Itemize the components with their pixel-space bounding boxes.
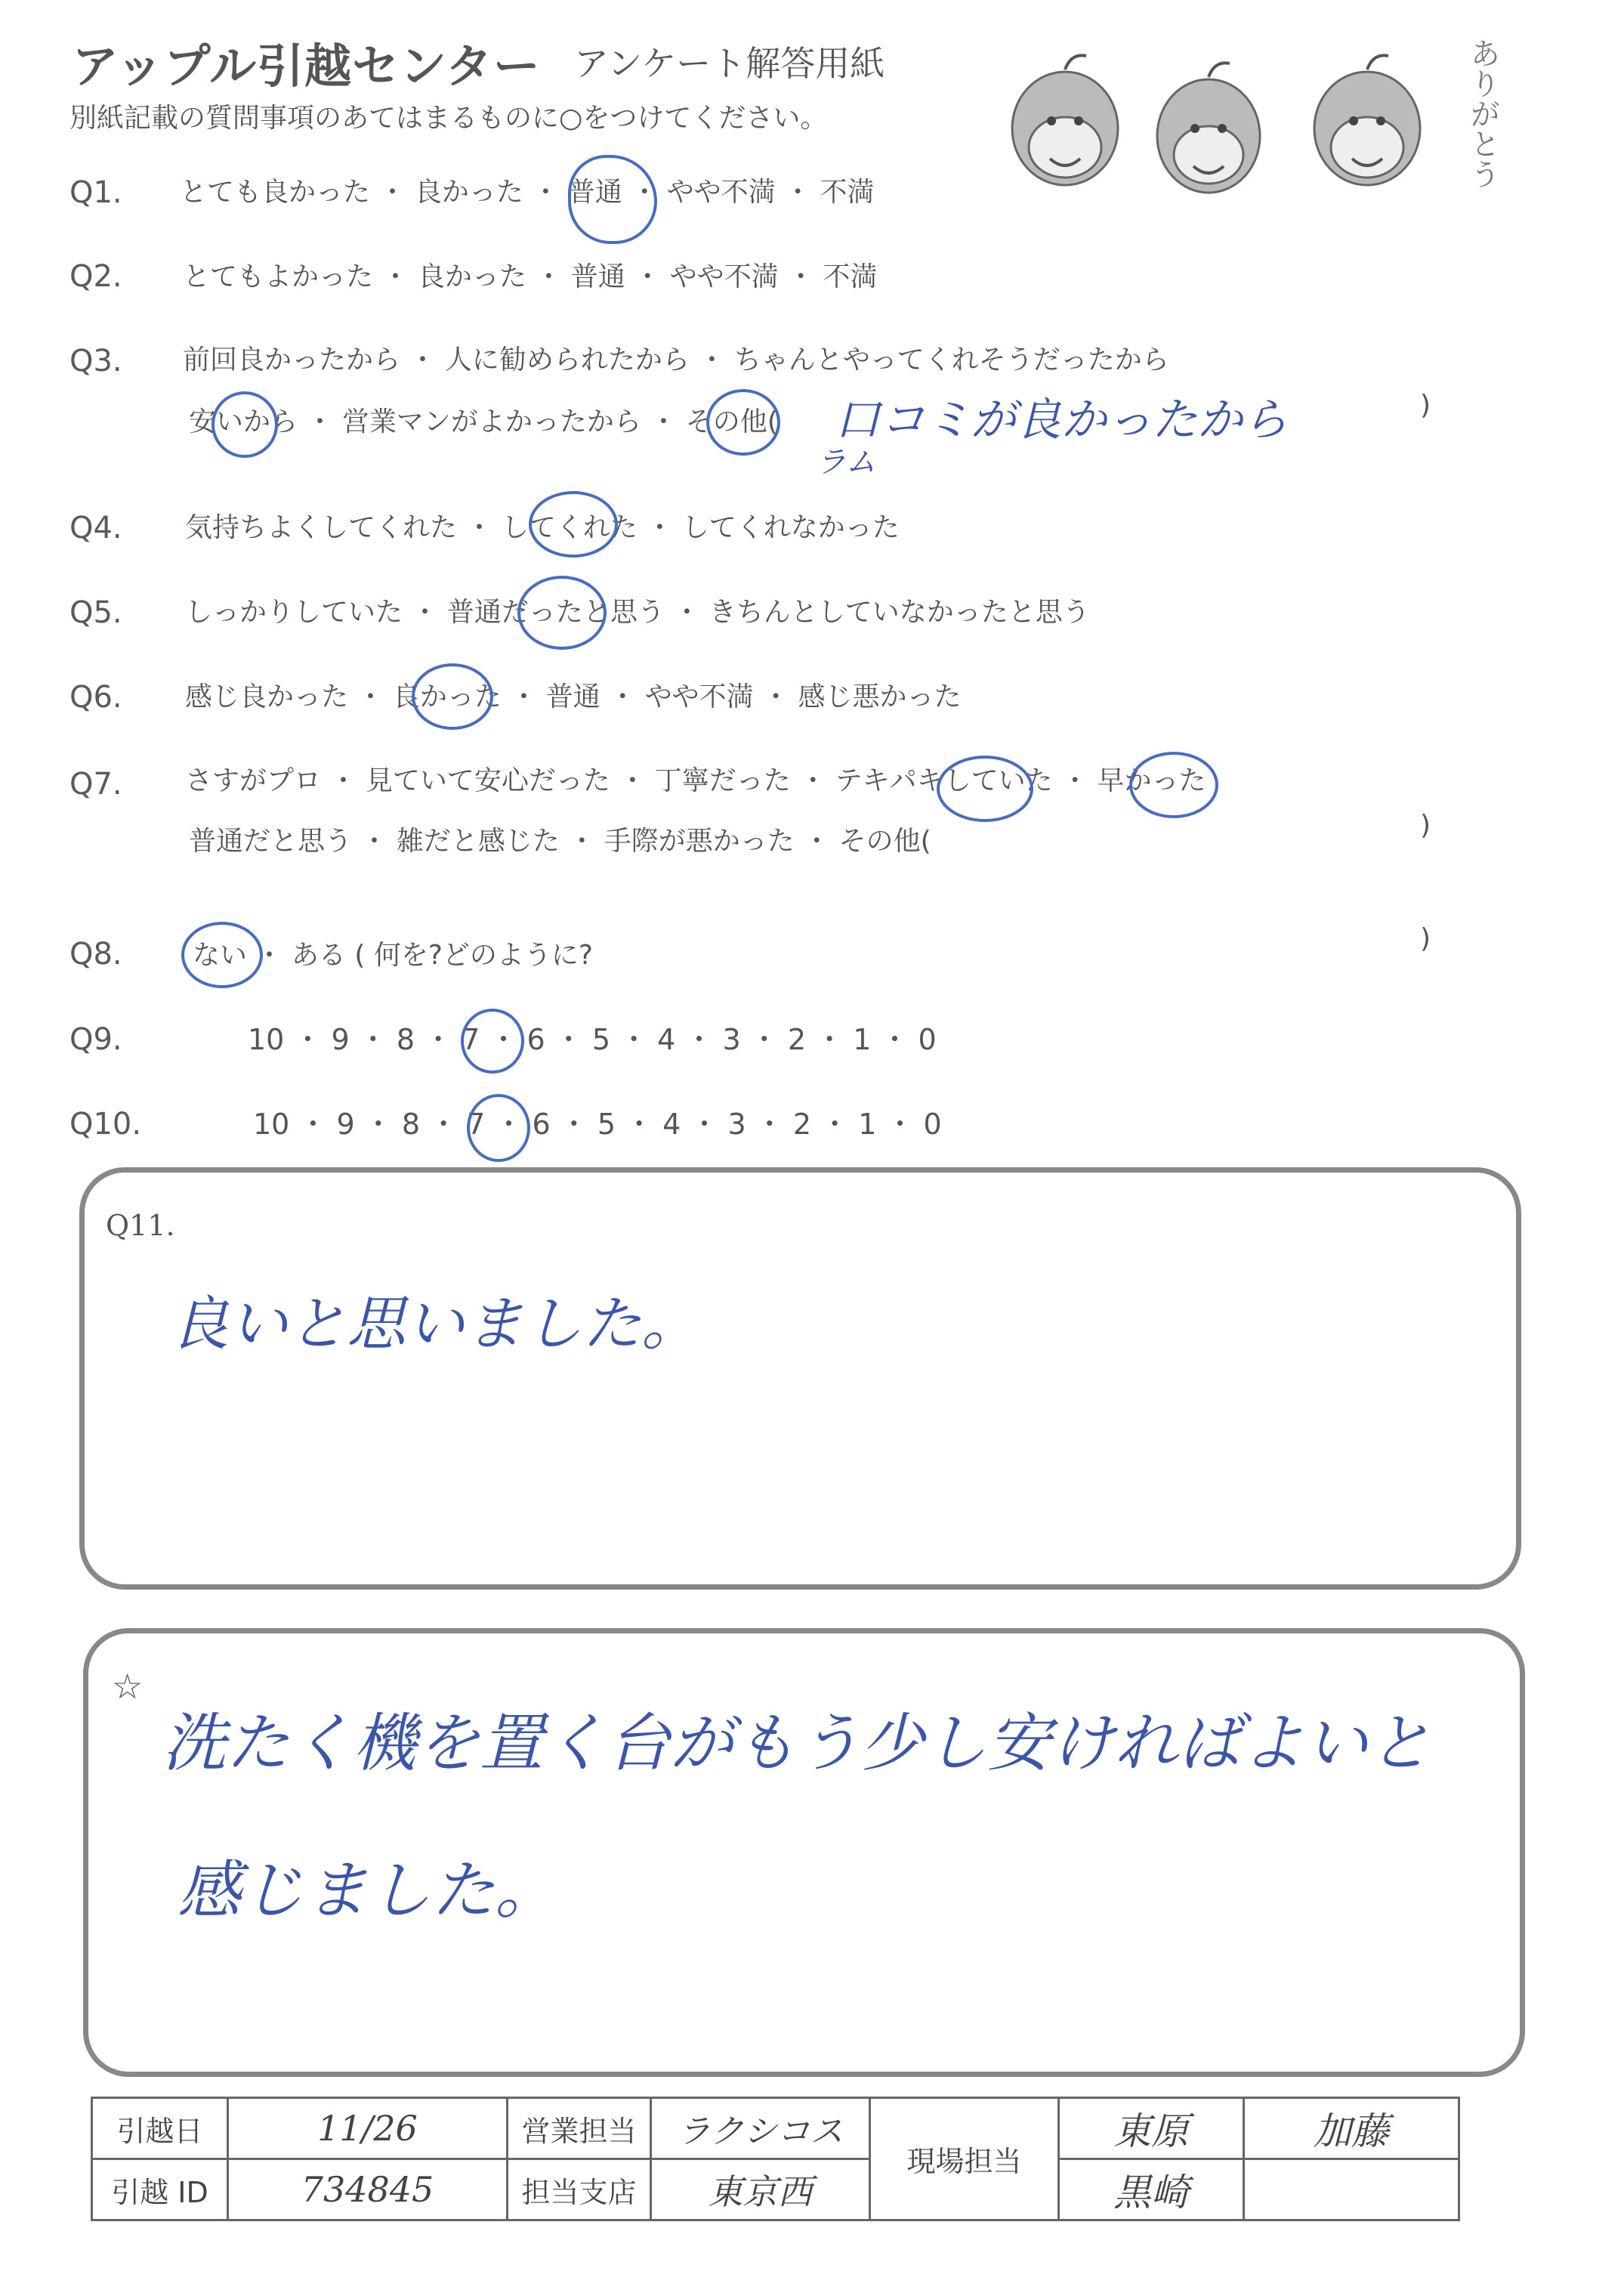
q1-label: Q1. [69,175,122,210]
q7-close-paren: ) [1420,810,1431,841]
q4-options: 気持ちよくしてくれた ・ してくれた ・ してくれなかった [185,512,900,543]
q7-options-line2: 普通だと思う ・ 雑だと感じた ・ 手際が悪かった ・ その他( [189,826,931,857]
branch-label: 担当支店 [508,2159,651,2220]
q5-label: Q5. [69,595,122,630]
q11-answer-box [79,1167,1521,1590]
field-staff-1: 東原 [1059,2098,1244,2159]
q3-options-line1: 前回良かったから ・ 人に勧められたから ・ ちゃんとやってくれそうだったから [183,345,1169,375]
q11-handwritten-answer: 良いと思いました。 [170,1290,701,1358]
q2-label: Q2. [69,259,122,294]
move-id-label: 引越 ID [92,2159,228,2220]
q1-options: とても良かった ・ 良かった ・ 普通 ・ やや不満 ・ 不満 [180,177,875,208]
form-subtitle: アンケート解答用紙 [574,43,885,84]
monkey-mascots-icon [982,23,1526,219]
comment-line2: 感じました。 [178,1853,559,1927]
q10-scale: 10 ・ 9 ・ 8 ・ 7 ・ 6 ・ 5 ・ 4 ・ 3 ・ 2 ・ 1 ・ 0 [253,1108,942,1141]
star-icon: ☆ [112,1666,144,1707]
field-label: 現場担当 [870,2098,1059,2220]
q8-close-paren: ) [1420,923,1431,954]
q3-answer-circle-other [706,389,780,456]
field-staff-empty [1244,2159,1459,2220]
q1-answer-circle [568,155,657,244]
q7-answer-circle-fast [1129,752,1218,818]
q5-answer-circle [517,576,607,650]
q8-options: ない ・ ある ( 何を?どのように? [193,940,594,971]
move-date-label: 引越日 [92,2098,228,2159]
q7-label: Q7. [69,767,122,802]
q6-label: Q6. [69,680,122,715]
q8-answer-circle [181,922,263,988]
q7-options-line1: さすがプロ ・ 見ていて安心だった ・ 丁寧だった ・ テキパキしていた ・ 早かった [185,765,1206,796]
q9-label: Q9. [69,1022,122,1057]
q3-other-handwriting: 口コミが良かったから [835,394,1288,447]
q9-answer-circle [461,1009,524,1074]
q2-options: とてもよかった ・ 良かった ・ 普通 ・ やや不満 ・ 不満 [183,261,878,292]
q3-extra-handwriting: ラム [816,445,876,480]
move-date-value: 11/26 [228,2098,508,2159]
q3-options-line2: 安いから ・ 営業マンがよかったから ・ その他( [189,406,778,437]
q10-answer-circle [467,1094,530,1162]
q3-close-paren: ) [1420,390,1431,421]
info-table [91,2097,1460,2221]
q8-label: Q8. [69,937,122,972]
q7-answer-circle-tekipaki [937,756,1033,822]
thanks-text: ありがとう [1465,38,1500,189]
company-title: アップル引越センター [72,39,541,94]
move-id-value: 734845 [228,2159,508,2220]
q4-answer-circle [529,491,618,558]
sales-value: ラクシコス [651,2098,870,2159]
q6-answer-circle [412,663,493,730]
q5-options: しっかりしていた ・ 普通だったと思う ・ きちんとしていなかったと思う [185,597,1090,628]
field-staff-3: 黒崎 [1059,2159,1244,2220]
q9-scale: 10 ・ 9 ・ 8 ・ 7 ・ 6 ・ 5 ・ 4 ・ 3 ・ 2 ・ 1 ・ 0 [248,1023,937,1056]
sales-label: 営業担当 [508,2098,651,2159]
instruction-text: 別紙記載の質問事項のあてはまるものに○をつけてください。 [69,103,828,134]
q10-label: Q10. [69,1107,142,1142]
q11-label: Q11. [106,1209,175,1242]
q4-label: Q4. [69,511,122,545]
mascot-illustration [982,23,1526,219]
branch-value: 東京西 [651,2159,870,2220]
comment-line1: 洗たく機を置く台がもう少し安ければよいと [162,1706,1432,1780]
q3-answer-circle-cheap [211,391,278,458]
q3-label: Q3. [69,344,122,379]
q6-options: 感じ良かった ・ 良かった ・ 普通 ・ やや不満 ・ 感じ悪かった [185,681,962,712]
field-staff-2: 加藤 [1244,2098,1459,2159]
